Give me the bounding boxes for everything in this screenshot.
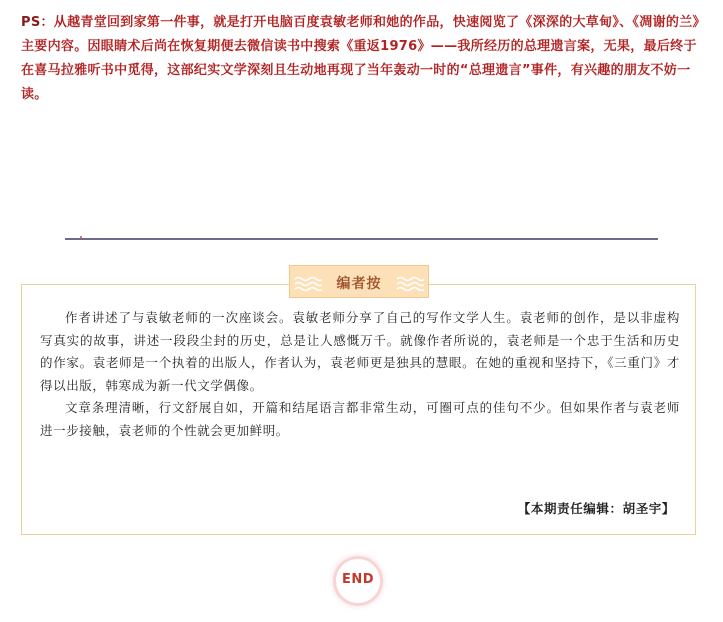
wave-decoration-icon — [396, 275, 424, 291]
divider-accent-dot — [80, 236, 82, 238]
end-badge — [333, 556, 383, 606]
editor-note-paragraph: 作者讲述了与袁敏老师的一次座谈会。袁敏老师分享了自己的写作文学人生。袁老师的创作，是以非虚构写真实的故事，讲述一段段尘封的历史，总是让人感慨万千。就像作者所说的，袁老师是一个忠于生活和历史的作家。袁老师是一个执着的出版人，作者认为，袁老师更是独具的慧眼。在她的重视和坚持下，《三重门》才得以出版，韩寒成为新一代文学偶像。 — [40, 310, 680, 393]
end-label: END — [341, 572, 375, 587]
postscript-label: PS： — [21, 15, 54, 30]
editor-note-badge — [289, 265, 429, 298]
section-divider — [65, 238, 658, 240]
editor-credit: 【本期责任编辑：胡圣宇】 — [517, 501, 675, 516]
postscript-paragraph — [21, 11, 701, 107]
editor-note-title: 编者按 — [336, 276, 382, 292]
postscript-text: 从越青堂回到家第一件事，就是打开电脑百度袁敏老师和她的作品，快速阅览了《深深的大草甸》、《凋谢的兰》主要内容。因眼睛术后尚在恢复期便去微信读书中搜索《重返1976》——我所经历的总理遗言案，无果，最后终于在喜马拉雅听书中觅得，这部纪实文学深刻且生动地再现了当年轰动一时的“总理遗言”事件，有兴趣的朋友不妨一读。 — [21, 15, 700, 102]
editor-note-paragraph: 文章条理清晰，行文舒展自如，开篇和结尾语言都非常生动，可圈可点的佳句不少。但如果作者与袁老师进一步接触，袁老师的个性就会更加鲜明。 — [40, 400, 680, 438]
editor-note-body — [40, 307, 680, 442]
